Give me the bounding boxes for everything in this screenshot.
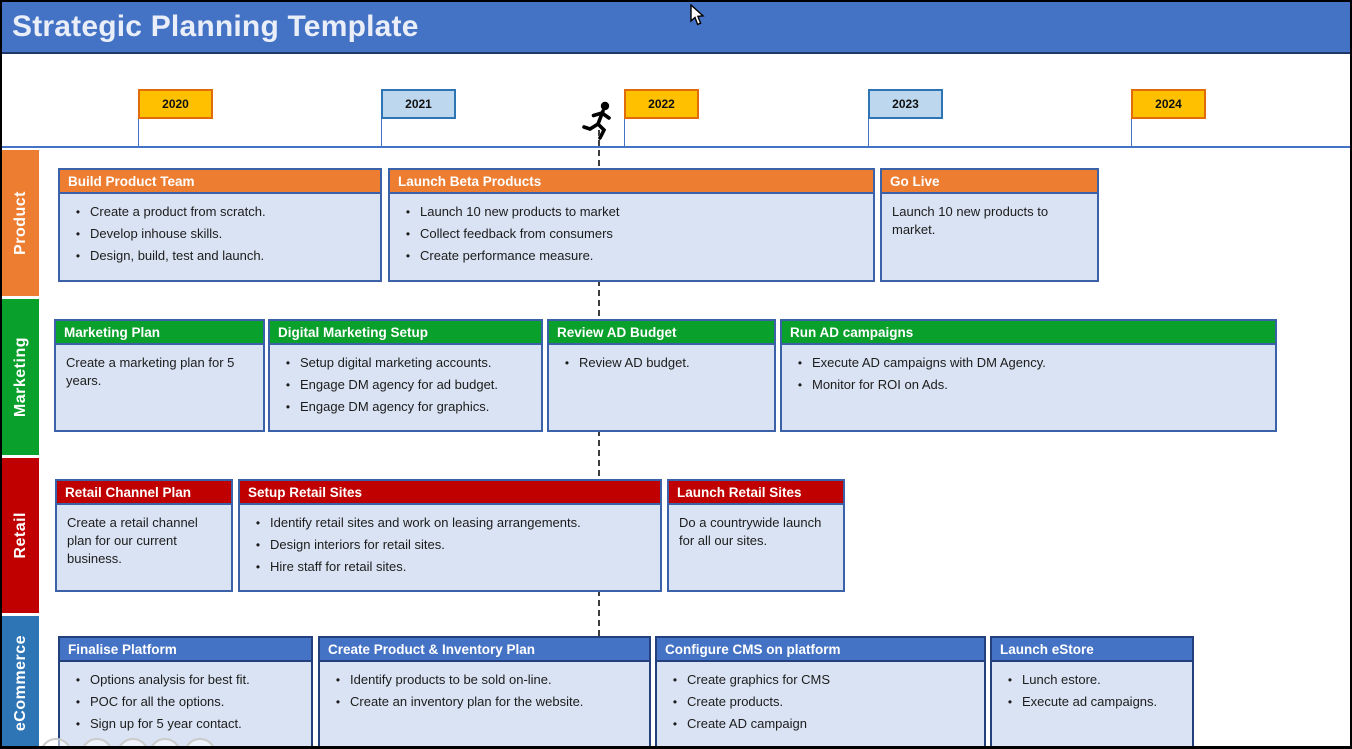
bullet-icon: • [672, 717, 678, 731]
card-finalise-platform[interactable] [58, 636, 313, 748]
card-title: Marketing Plan [56, 321, 263, 345]
card-launch-retail-sites[interactable] [667, 479, 845, 592]
bullet-icon: • [75, 695, 81, 709]
bullet-text: Options analysis for best fit. [90, 672, 250, 687]
card-body [882, 194, 1097, 239]
title-bar [2, 2, 1350, 54]
card-digital-marketing-setup[interactable] [268, 319, 543, 432]
year-drop-line [381, 119, 382, 147]
bullet-icon: • [285, 400, 291, 414]
lane-label-product[interactable] [2, 150, 39, 296]
card-body [56, 345, 263, 390]
bullet-text: Design, build, test and launch. [90, 248, 265, 263]
card-go-live[interactable] [880, 168, 1099, 282]
bullet-text: Create products. [687, 694, 784, 709]
bullet-text: Identify retail sites and work on leasing arrangements. [270, 515, 581, 530]
bullet-text: Hire staff for retail sites. [270, 559, 407, 574]
bullet-icon: • [1007, 695, 1013, 709]
card-run-ad-campaigns[interactable] [780, 319, 1277, 432]
bullet-text: Develop inhouse skills. [90, 226, 223, 241]
bullet-icon: • [285, 378, 291, 392]
card-build-product-team[interactable] [58, 168, 382, 282]
bullet-icon: • [255, 538, 261, 552]
year-label: 2022 [648, 97, 675, 111]
card-text: Create a marketing plan for 5 years. [66, 355, 235, 388]
card-title: Run AD campaigns [782, 321, 1275, 345]
card-title: Setup Retail Sites [240, 481, 660, 505]
bullet-text: Setup digital marketing accounts. [300, 355, 492, 370]
card-title: Go Live [882, 170, 1097, 194]
card-title: Retail Channel Plan [57, 481, 231, 505]
year-label: 2024 [1155, 97, 1182, 111]
lane-label-text: Product [11, 191, 29, 255]
year-marker-2022[interactable] [624, 89, 699, 119]
card-marketing-plan[interactable] [54, 319, 265, 432]
bullet-icon: • [405, 227, 411, 241]
bullet-icon: • [75, 205, 81, 219]
card-retail-channel-plan[interactable] [55, 479, 233, 592]
card-body [669, 505, 843, 550]
card-title: Create Product & Inventory Plan [320, 638, 649, 662]
year-marker-2021[interactable] [381, 89, 456, 119]
card-title: Launch eStore [992, 638, 1192, 662]
bullet-text: Sign up for 5 year contact. [90, 716, 242, 731]
bullet-icon: • [75, 249, 81, 263]
lane-label-text: eCommerce [11, 635, 29, 732]
card-title: Digital Marketing Setup [270, 321, 541, 345]
year-marker-2020[interactable] [138, 89, 213, 119]
bullet-icon: • [335, 695, 341, 709]
card-text: Launch 10 new products to market. [892, 204, 1049, 237]
bullet-text: Engage DM agency for graphics. [300, 399, 490, 414]
bullet-text: Execute AD campaigns with DM Agency. [812, 355, 1046, 370]
bullet-text: Create graphics for CMS [687, 672, 831, 687]
card-body [657, 662, 984, 732]
bullet-icon: • [1007, 673, 1013, 687]
bullet-text: Engage DM agency for ad budget. [300, 377, 499, 392]
timeline-axis [2, 146, 1350, 148]
bullet-text: Review AD budget. [579, 355, 690, 370]
bullet-icon: • [75, 227, 81, 241]
year-drop-line [1131, 119, 1132, 147]
year-label: 2023 [892, 97, 919, 111]
bullet-text: Create AD campaign [687, 716, 807, 731]
bullet-text: Create a product from scratch. [90, 204, 266, 219]
card-configure-cms-on-platform[interactable] [655, 636, 986, 748]
bullet-icon: • [797, 378, 803, 392]
bullet-icon: • [672, 695, 678, 709]
page-title: Strategic Planning Template [12, 10, 419, 43]
card-title: Configure CMS on platform [657, 638, 984, 662]
bullet-icon: • [335, 673, 341, 687]
card-title: Finalise Platform [60, 638, 311, 662]
bullet-icon: • [672, 673, 678, 687]
card-body [60, 662, 311, 732]
card-body [992, 662, 1192, 710]
card-review-ad-budget[interactable] [547, 319, 776, 432]
year-marker-2024[interactable] [1131, 89, 1206, 119]
bullet-text: Monitor for ROI on Ads. [812, 377, 948, 392]
lane-label-text: Retail [11, 512, 29, 559]
card-body [60, 194, 380, 264]
year-drop-line [868, 119, 869, 147]
card-body [782, 345, 1275, 393]
bullet-icon: • [405, 249, 411, 263]
bullet-text: Design interiors for retail sites. [270, 537, 445, 552]
year-drop-line [138, 119, 139, 147]
bullet-text: Collect feedback from consumers [420, 226, 613, 241]
card-body [57, 505, 231, 568]
card-body [320, 662, 649, 710]
year-label: 2020 [162, 97, 189, 111]
bullet-icon: • [75, 673, 81, 687]
card-launch-beta-products[interactable] [388, 168, 875, 282]
card-create-product-inventory-plan[interactable] [318, 636, 651, 748]
bullet-text: Create performance measure. [420, 248, 594, 263]
lane-label-marketing[interactable] [2, 299, 39, 455]
year-drop-line [624, 119, 625, 147]
card-text: Create a retail channel plan for our current business. [67, 515, 198, 566]
bullet-icon: • [75, 717, 81, 731]
lane-label-ecommerce[interactable] [2, 616, 39, 749]
card-body [549, 345, 774, 371]
card-body [390, 194, 873, 264]
card-launch-estore[interactable] [990, 636, 1194, 748]
card-text: Do a countrywide launch for all our sites. [679, 515, 822, 548]
year-label: 2021 [405, 97, 432, 111]
lane-label-text: Marketing [11, 336, 29, 418]
card-title: Review AD Budget [549, 321, 774, 345]
bullet-text: Identify products to be sold on-line. [350, 672, 552, 687]
card-body [240, 505, 660, 575]
mouse-cursor-icon [690, 4, 705, 32]
card-title: Launch Retail Sites [669, 481, 843, 505]
bullet-icon: • [285, 356, 291, 370]
bullet-text: Create an inventory plan for the website. [350, 694, 584, 709]
bullet-icon: • [797, 356, 803, 370]
bullet-icon: • [255, 516, 261, 530]
card-setup-retail-sites[interactable] [238, 479, 662, 592]
bullet-text: POC for all the options. [90, 694, 225, 709]
bullet-text: Execute ad campaigns. [1022, 694, 1158, 709]
bullet-text: Launch 10 new products to market [420, 204, 620, 219]
lane-label-retail[interactable] [2, 458, 39, 613]
bullet-text: Lunch estore. [1022, 672, 1101, 687]
year-marker-2023[interactable] [868, 89, 943, 119]
bullet-icon: • [255, 560, 261, 574]
card-title: Build Product Team [60, 170, 380, 194]
bullet-icon: • [405, 205, 411, 219]
bullet-icon: • [564, 356, 570, 370]
card-title: Launch Beta Products [390, 170, 873, 194]
card-body [270, 345, 541, 415]
